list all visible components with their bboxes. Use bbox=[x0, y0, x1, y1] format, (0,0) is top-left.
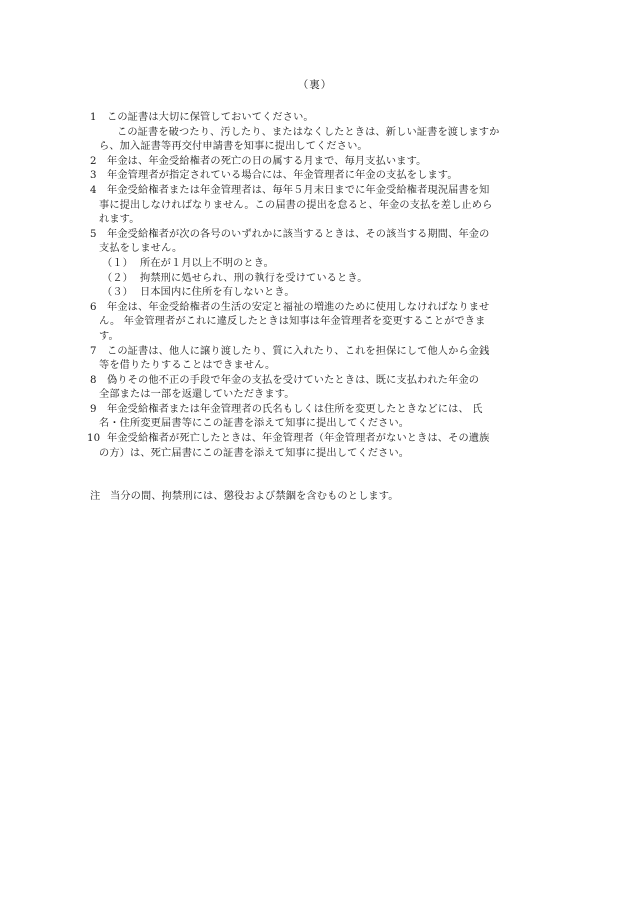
item-text: 偽りその他不正の手段で年金の支払を受けていたときは、既に支払われた年金の bbox=[107, 374, 480, 386]
item-number: 7 bbox=[90, 345, 97, 357]
item-number: 4 bbox=[90, 184, 97, 196]
item-text: 名・住所変更届書等にこの証書を添えて知事に提出してください。 bbox=[99, 418, 410, 430]
sub-item-text: 拘禁刑に処せられ、刑の執行を受けているとき。 bbox=[140, 272, 368, 284]
item-text: 事に提出しなければなりません。この届書の提出を怠ると、年金の支払を差し止めら bbox=[99, 199, 493, 211]
item-text: 年金管理者が指定されている場合には、年金管理者に年金の支払をします。 bbox=[107, 170, 458, 182]
sub-item bbox=[102, 257, 548, 272]
item-text: れます。 bbox=[99, 214, 140, 226]
list-item bbox=[90, 403, 548, 432]
list-item bbox=[87, 432, 548, 461]
item-text: す。 bbox=[99, 330, 119, 342]
item-number: 2 bbox=[90, 155, 97, 167]
item-text: ら、加入証書等再交付申請書を知事に提出してください。 bbox=[99, 141, 368, 153]
item-text: この証書を破つたり、汚したり、またはなくしたときは、新しい証書を渡しますか bbox=[117, 126, 500, 138]
item-text: 年金受給権者が死亡したときは、年金管理者（年金管理者がないときは、その遺族 bbox=[107, 433, 490, 445]
sub-item-text: 所在が１月以上不明のとき。 bbox=[140, 257, 274, 269]
item-number: 9 bbox=[90, 403, 97, 415]
list-item bbox=[90, 184, 548, 228]
item-list bbox=[87, 111, 548, 461]
list-item bbox=[90, 155, 548, 170]
item-number: 8 bbox=[90, 374, 97, 386]
list-item bbox=[90, 228, 548, 301]
item-text: 年金受給権者または年金管理者の氏名もしくは住所を変更したときなどには、 氏 bbox=[107, 403, 483, 415]
sub-item-text: 日本国内に住所を有しないとき。 bbox=[140, 287, 295, 299]
list-item bbox=[90, 374, 548, 403]
item-number: 5 bbox=[90, 228, 97, 240]
list-item bbox=[90, 345, 548, 374]
item-number: 3 bbox=[90, 170, 97, 182]
footnote-text: 当分の間、拘禁刑には、懲役および禁錮を含むものとします。 bbox=[110, 491, 399, 502]
page-title: （裏） bbox=[297, 79, 333, 91]
item-number: 10 bbox=[87, 433, 101, 445]
item-text: 年金は、年金受給権者の生活の安定と福祉の増進のために使用しなければなりませ bbox=[107, 301, 490, 313]
item-text: 年金受給権者が次の各号のいずれかに該当するときは、その該当する期間、年金の bbox=[107, 228, 490, 240]
item-text: この証書は大切に保管しておいてください。 bbox=[107, 112, 314, 123]
sub-item-number: （１） bbox=[102, 257, 134, 269]
list-item bbox=[90, 111, 548, 155]
list-item bbox=[90, 169, 548, 184]
footnote-label: 注 bbox=[90, 491, 101, 502]
sub-item-number: （３） bbox=[102, 287, 134, 299]
item-text: 年金は、年金受給権者の死亡の日の属する月まで、毎月支払います。 bbox=[107, 155, 427, 167]
item-text: の方）は、死亡届書にこの証書を添えて知事に提出してください。 bbox=[99, 447, 410, 459]
sub-item-number: （２） bbox=[102, 272, 134, 284]
item-text: ん。 年金管理者がこれに違反したときは知事は年金管理者を変更することができま bbox=[99, 316, 486, 328]
item-number: 1 bbox=[90, 112, 97, 123]
item-number: 6 bbox=[90, 301, 97, 313]
item-text: 全部または一部を返還していただきます。 bbox=[99, 389, 295, 401]
footnote bbox=[90, 490, 548, 505]
item-text: この証書は、他人に譲り渡したり、質に入れたり、これを担保にして他人から金銭 bbox=[107, 345, 490, 357]
item-text: 年金受給権者または年金管理者は、毎年５月末日までに年金受給権者現況届書を知 bbox=[107, 184, 490, 196]
sub-item bbox=[102, 286, 548, 301]
item-text: 支払をしません。 bbox=[99, 243, 183, 255]
sub-item bbox=[102, 272, 548, 287]
item-text: 等を借りたりすることはできません。 bbox=[99, 360, 276, 372]
list-item bbox=[90, 301, 548, 345]
